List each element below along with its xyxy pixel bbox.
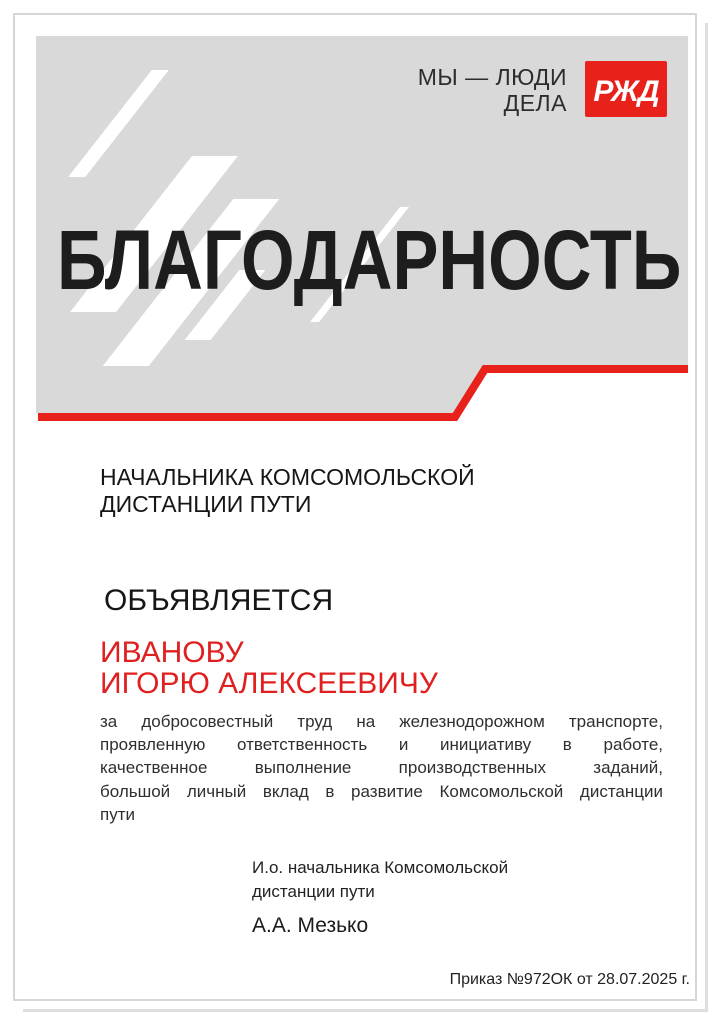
citation-line: проявленную ответственность и инициативу в работе,	[100, 735, 663, 755]
rzd-logo-text: РЖД	[593, 75, 659, 108]
brand-slogan	[418, 64, 567, 116]
recipient-name	[100, 637, 438, 699]
citation-line: качественное выполнение производственных заданий,	[100, 758, 663, 778]
recipient-position-line1: НАЧАЛЬНИКА КОМСОМОЛЬСКОЙ	[100, 464, 475, 490]
red-divider-line	[36, 361, 688, 423]
header-banner	[36, 36, 688, 426]
signer-name: А.А. Мезько	[252, 914, 369, 937]
brand-slogan-line2: ДЕЛА	[503, 90, 567, 116]
order-reference: Приказ №972ОК от 28.07.2025 г.	[449, 971, 690, 988]
diagonal-stripe	[68, 70, 169, 177]
citation-text	[100, 710, 663, 826]
recipient-surname: ИВАНОВУ	[100, 636, 244, 669]
signature-block	[252, 856, 508, 939]
signer-role-line1: И.о. начальника Комсомольской	[252, 858, 509, 877]
citation-line: большой личный вклад в развитие Комсомольской дистанции	[100, 781, 663, 801]
citation-line: за добросовестный труд на железнодорожном транспорте,	[100, 712, 663, 731]
citation-line: пути	[100, 804, 135, 824]
announce-label: ОБЪЯВЛЯЕТСЯ	[104, 584, 334, 617]
rzd-logo	[585, 61, 667, 117]
brand-slogan-line1: МЫ — ЛЮДИ	[417, 64, 567, 90]
recipient-given-names: ИГОРЮ АЛЕКСЕЕВИЧУ	[100, 667, 438, 700]
sheet-shadow-right	[705, 23, 708, 1012]
sheet-shadow-bottom	[23, 1009, 708, 1012]
recipient-position-line2: ДИСТАНЦИИ ПУТИ	[100, 491, 312, 517]
signer-role-line2: дистанции пути	[252, 882, 375, 901]
certificate-title: БЛАГОДАРНОСТЬ	[57, 213, 682, 307]
recipient-position	[100, 464, 475, 518]
